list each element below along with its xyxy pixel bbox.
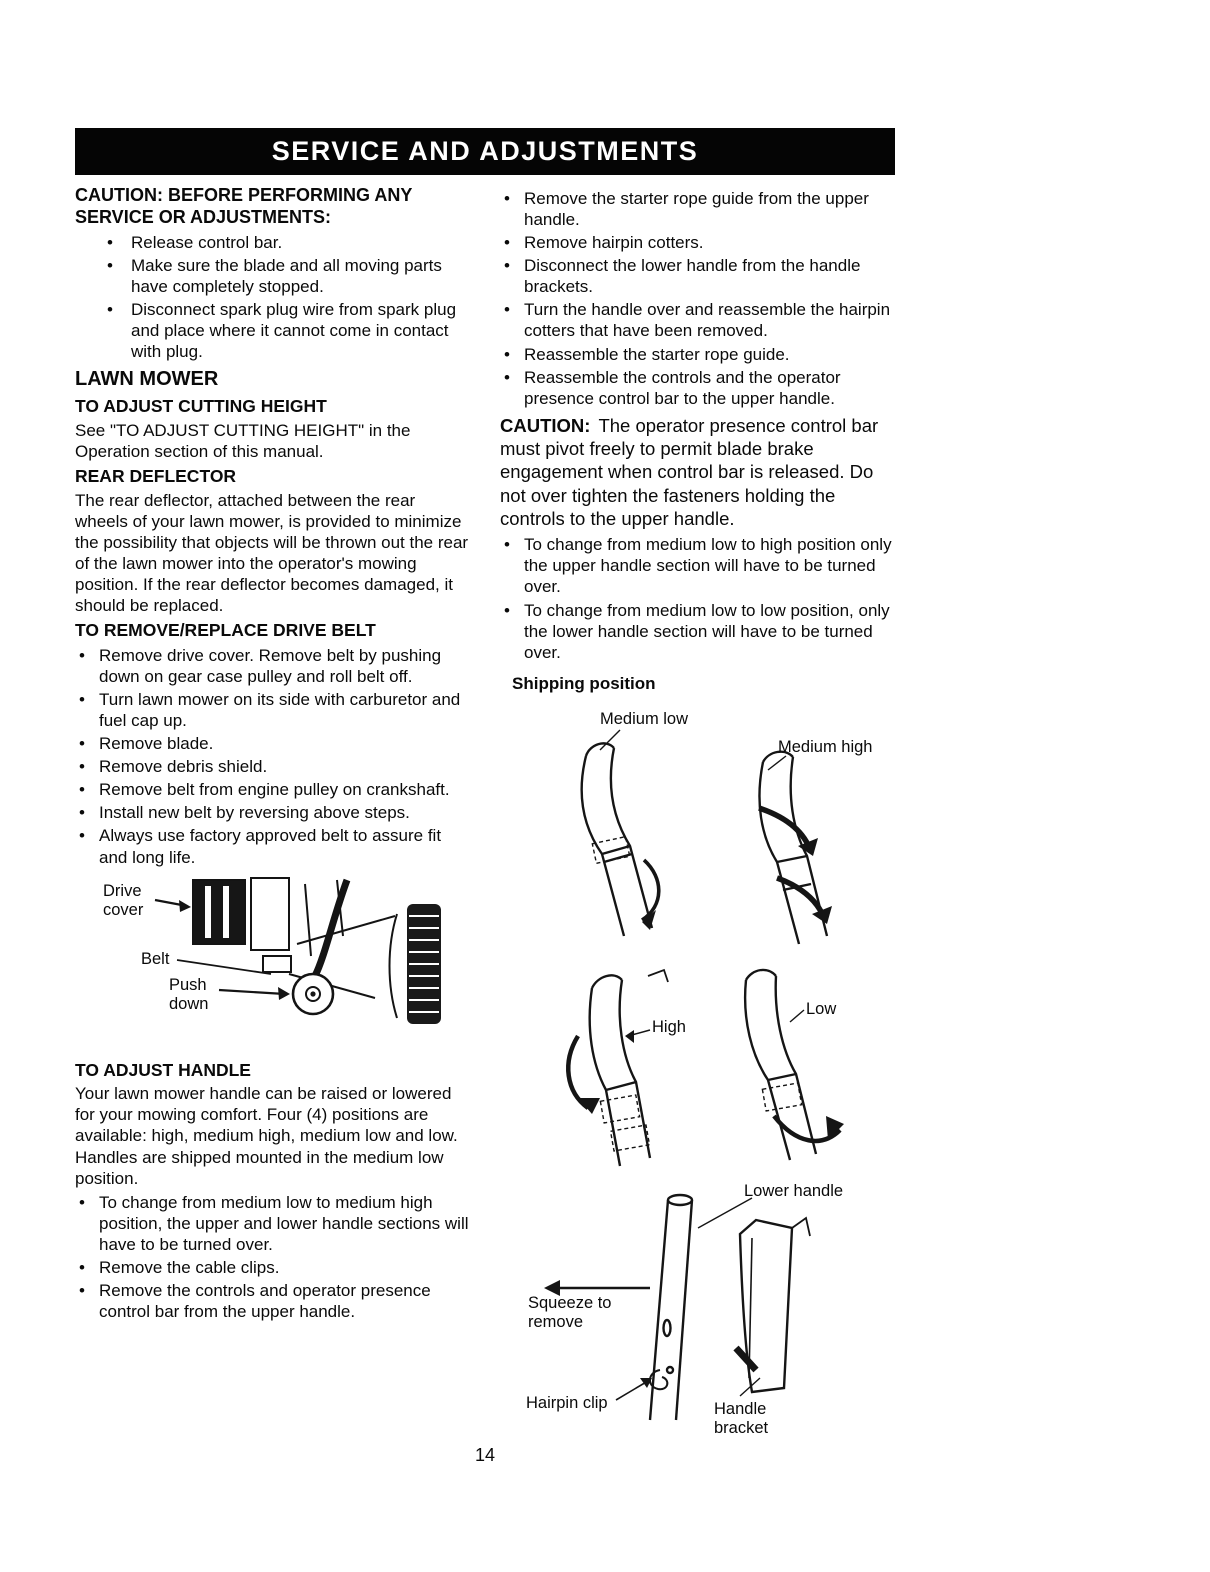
bullet-item: [500, 232, 895, 253]
bullet-dot: •: [79, 803, 85, 823]
caution-text: The operator presence control bar must pivot freely to permit blade brake engagement when control bar is released. Do not over tighten the fasteners holding the controls to the upper handle.: [500, 414, 879, 529]
bullet-item: [75, 645, 470, 687]
bullet-item: [103, 299, 470, 362]
handle-positions-shipping-figure: [500, 698, 895, 964]
section-header-bar: [75, 128, 895, 175]
bullet-item: [500, 600, 895, 663]
cutting-height-text: See "TO ADJUST CUTTING HEIGHT" in the Operation section of this manual.: [75, 420, 411, 461]
bullet-item: [75, 1192, 470, 1255]
bullet-dot: •: [504, 535, 510, 555]
figure-label-low: Low: [806, 999, 837, 1018]
section-title: SERVICE AND ADJUSTMENTS: [271, 136, 699, 166]
bullet-item: [103, 255, 470, 297]
bullet-dot: •: [504, 600, 510, 620]
bullet-text: Remove drive cover. Remove belt by pushing down on gear case pulley and roll belt off.: [99, 645, 442, 686]
bullet-text: Disconnect the lower handle from the handle brackets.: [524, 256, 861, 297]
bullet-text: Turn lawn mower on its side with carburetor and fuel cap up.: [99, 690, 461, 731]
shipping-position-label: Shipping position: [512, 673, 656, 693]
bullet-item: [500, 534, 895, 597]
bullet-text: Remove blade.: [99, 734, 214, 754]
figure-label-hairpin-clip: Hairpin clip: [526, 1393, 608, 1412]
bullet-dot: •: [504, 189, 510, 208]
drive-belt-bullet-list: [75, 645, 470, 868]
bullet-dot: •: [107, 300, 113, 320]
bullet-dot: •: [107, 232, 113, 252]
caution-bullet-list: [75, 232, 470, 362]
bullet-dot: •: [79, 690, 85, 710]
bullet-dot: •: [79, 757, 85, 777]
page-content: [75, 128, 895, 1440]
bullet-text: To change from medium low to low position, only the lower handle section will have to be turned over.: [524, 600, 890, 662]
bullet-item: [500, 367, 895, 409]
bullet-dot: •: [79, 780, 85, 800]
bullet-dot: •: [504, 300, 510, 320]
bullet-dot: •: [504, 233, 510, 253]
bullet-dot: •: [79, 645, 85, 665]
figure-label-handle-bracket: Handle bracket: [714, 1399, 769, 1437]
bullet-item: [75, 779, 470, 800]
bullet-item: [500, 255, 895, 297]
bullet-item: [75, 733, 470, 754]
lower-handle-detail-figure: [500, 1178, 895, 1440]
bullet-item: [75, 1280, 470, 1322]
bullet-text: Turn the handle over and reassemble the hairpin cotters that have been removed.: [524, 300, 891, 341]
bullet-item: [75, 756, 470, 777]
bullet-text: Reassemble the starter rope guide.: [524, 344, 790, 364]
bullet-text: Always use factory approved belt to assure fit and long life.: [99, 826, 442, 867]
bullet-dot: •: [504, 367, 510, 387]
operator-presence-caution: [500, 414, 895, 530]
bullet-text: Remove belt from engine pulley on crankshaft.: [99, 780, 450, 800]
bullet-item: [75, 825, 470, 867]
bullet-text: Remove the starter rope guide from the upper handle.: [524, 189, 869, 230]
two-column-layout: [75, 185, 895, 1440]
bullet-text: Install new belt by reversing above steps.: [99, 803, 410, 823]
adjust-handle-heading: TO ADJUST HANDLE: [75, 1059, 251, 1080]
bullet-dot: •: [79, 826, 85, 846]
lawn-mower-heading: LAWN MOWER: [75, 368, 219, 391]
bullet-text: Make sure the blade and all moving parts have completely stopped.: [131, 255, 442, 297]
figure-label-drive-cover: Drive cover: [103, 881, 144, 919]
bullet-text: Remove the cable clips.: [99, 1257, 280, 1277]
left-column: [75, 185, 470, 1440]
rear-deflector-text: The rear deflector, attached between the rear wheels of your lawn mower, is provided to minimize the possibility that objects will be thrown out the rear of the lawn mower into the operator's mowing position. If the rear deflector becomes damaged, it should be replaced.: [75, 490, 469, 616]
bullet-text: Disconnect spark plug wire from spark plug and place where it cannot come in contact with plug.: [131, 300, 457, 362]
bullet-text: Remove the controls and operator presence control bar from the upper handle.: [99, 1281, 431, 1322]
figure-label-medium-high: Medium high: [778, 737, 873, 756]
bullet-dot: •: [504, 256, 510, 276]
bullet-item: [75, 802, 470, 823]
bullet-dot: •: [79, 734, 85, 754]
figure-label-belt: Belt: [141, 949, 170, 968]
bullet-text: To change from medium low to medium high position, the upper and lower handle sections will have to be turned over.: [99, 1192, 469, 1254]
bullet-text: Remove hairpin cotters.: [524, 233, 704, 253]
bullet-item: [103, 232, 470, 253]
drive-belt-figure: [75, 874, 470, 1056]
position-change-bullet-list: [500, 534, 895, 662]
drive-belt-heading: TO REMOVE/REPLACE DRIVE BELT: [75, 620, 376, 641]
page-number: 14: [474, 1445, 496, 1465]
bullet-dot: •: [79, 1257, 85, 1277]
bullet-item: [75, 1257, 470, 1278]
bullet-dot: •: [79, 1281, 85, 1301]
handle-high-low-illustration: [500, 964, 900, 1178]
bullet-item: [500, 299, 895, 341]
adjust-handle-text: Your lawn mower handle can be raised or lowered for your mowing comfort. Four (4) positions are available: high, medium high, medium low and low. Handles are shipped mounted in the medium low position.: [75, 1084, 458, 1188]
handle-positions-high-low-figure: [500, 964, 895, 1178]
bullet-text: To change from medium low to high position only the upper handle section will have to be turned over.: [524, 535, 892, 597]
bullet-text: Remove debris shield.: [99, 757, 268, 777]
bullet-item: [500, 344, 895, 365]
bullet-item: [75, 689, 470, 731]
figure-label-medium-low: Medium low: [600, 709, 689, 728]
bullet-text: Reassemble the controls and the operator presence control bar to the upper handle.: [524, 367, 841, 408]
bullet-dot: •: [107, 255, 113, 275]
bullet-text: Release control bar.: [131, 232, 283, 252]
caution-before-service-heading: CAUTION: BEFORE PERFORMING ANY SERVICE OR ADJUSTMENTS:: [75, 185, 413, 227]
rear-deflector-heading: REAR DEFLECTOR: [75, 466, 237, 487]
bullet-item: [500, 188, 895, 230]
right-column: [500, 185, 895, 1440]
cutting-height-heading: TO ADJUST CUTTING HEIGHT: [75, 396, 327, 417]
figure-label-high: High: [652, 1017, 686, 1036]
bullet-dot: •: [79, 1192, 85, 1212]
handle-removal-bullet-list: [500, 188, 895, 409]
figure-label-push-down: Push down: [169, 975, 209, 1013]
figure-label-lower-handle: Lower handle: [744, 1181, 844, 1200]
caution-label: CAUTION:: [500, 414, 591, 436]
adjust-handle-bullet-list: [75, 1192, 470, 1322]
bullet-dot: •: [504, 344, 510, 364]
figure-label-squeeze-to-remove: Squeeze to remove: [528, 1293, 612, 1331]
